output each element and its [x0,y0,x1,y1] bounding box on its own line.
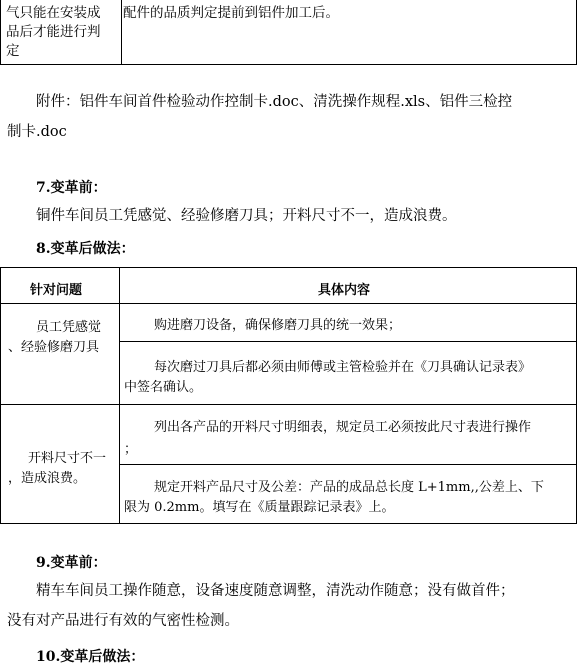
issue-cell [8,318,101,358]
section-7-heading: 7.变革前： [36,180,107,196]
content-cell [124,318,401,334]
table-border [0,303,577,304]
issue-cell [8,449,106,489]
table-border [119,267,120,524]
content-cell [124,478,544,518]
issue-line: 开料尺寸不一 [28,451,107,466]
content-line: 购进磨刀设备，确保修磨刀具的统一效果； [154,318,402,333]
table-border [119,341,577,342]
content-cell [124,417,531,461]
section-7-text: 铜件车间员工凭感觉、经验修磨刀具；开料尺寸不一，造成浪费。 [36,208,457,224]
content-line: 中签名确认。 [124,380,203,395]
cell-line: 气只能在安装成 [6,5,101,21]
content-line: 限为 0.2mm。填写在《质量跟踪记录表》上。 [124,500,395,515]
issue-line: 、经验修磨刀具 [8,340,100,355]
table-border [119,464,577,465]
table-border [0,267,577,268]
column-header-issue: 针对问题 [30,283,83,298]
section-9-line-1: 精车车间员工操作随意，设备速度随意调整，清洗动作随意；没有做首件； [36,583,515,599]
section-9-line-2: 没有对产品进行有效的气密性检测。 [7,613,239,629]
section-9-heading: 9.变革前： [36,555,107,571]
table-border [0,523,577,524]
table-border [0,64,577,65]
content-line: 每次磨过刀具后都必须由师傅或主管检验并在《刀具确认记录表》 [154,360,532,375]
issue-line: ，造成浪费。 [8,471,87,486]
cell-line: 定 [6,43,20,59]
top-table-right-cell: 配件的品质判定提前到铝件加工后。 [123,5,339,21]
cell-line: 品后才能进行判 [6,24,101,40]
section-10-heading: 10.变革后做法： [36,649,145,665]
table-border [0,267,1,524]
content-line: 规定开料产品尺寸及公差：产品的成品总长度 L+1mm,,公差上、下 [154,480,544,495]
top-table-left-cell [6,4,120,61]
content-line: 列出各产品的开料尺寸明细表，规定员工必须按此尺寸表进行操作 [154,420,532,435]
table-border [0,404,577,405]
table-border [0,0,1,65]
issue-line: 员工凭感觉 [36,320,102,335]
content-line: ； [124,442,138,457]
attachment-line-2: 制卡.doc [7,124,67,140]
column-header-content: 具体内容 [318,283,371,298]
table-border [121,0,122,65]
content-cell [124,358,531,398]
section-8-heading: 8.变革后做法： [36,241,135,257]
attachment-line-1: 附件：铝件车间首件检验动作控制卡.doc、清洗操作规程.xls、铝件三检控 [36,94,513,110]
